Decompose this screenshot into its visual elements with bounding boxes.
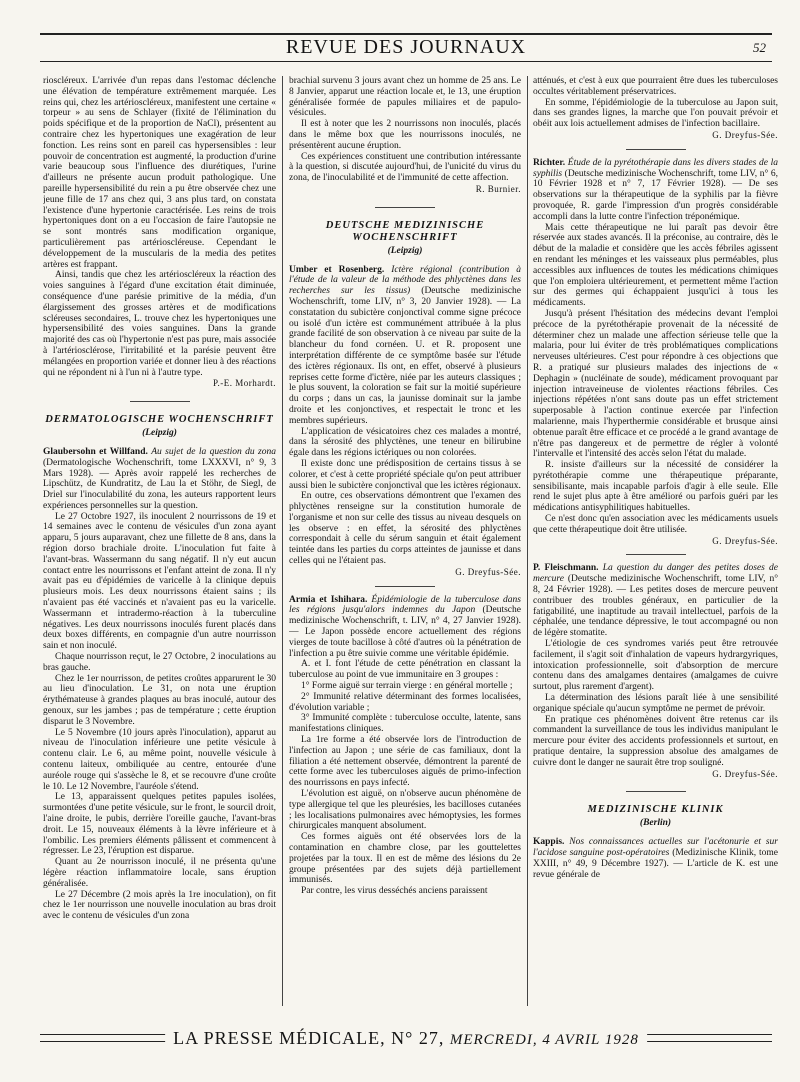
paragraph: Le 13, apparaissent quelques petites papules isolées, surmontées d'une petite vésicule, sur le front, le sourcil droit, l'aine droite, le pubis, derrière l'oreille gauche, l'avant-bras droit. Le 15, nouveaux éléments à la lèvre inférieure et à l'ombilic. Les premiers éléments pâlissent et commencent à régresser. Le 23, l'éruption est disparue. [43, 792, 276, 857]
journal-section-heading: MEDIZINISCHE KLINIK [587, 804, 724, 816]
journal-city: (Leipzig) [142, 428, 177, 439]
signature: P.-E. Morhardt. [213, 378, 276, 389]
header-title: REVUE DES JOURNAUX [285, 36, 527, 58]
column-3 [533, 76, 778, 1006]
column-divider [527, 76, 528, 1006]
separator-rule [626, 554, 686, 555]
article-columns [43, 76, 778, 1006]
paragraph: Chez le 1er nourrisson, de petites croûtes apparurent le 30 au lieu d'inoculation. Le 31, on nota une éruption érythémateuse à grandes plaques au bras inoculé, autour des genoux, sur les jambes ; pas de température ; cette éruption disparut le 3 Novembre. [43, 673, 276, 727]
paragraph: L'évolution est aiguë, on n'observe aucun phénomène de type allergique tel que les pleurésies, les bacilloses cutanées ; les localisations pulmonaires avec hémoptysies, les formes chirurgicales manquent absolument. [289, 789, 521, 832]
signature: G. Dreyfus-Sée. [455, 566, 521, 577]
page-number: 52 [753, 40, 766, 55]
signature: R. Burnier. [475, 183, 521, 194]
separator-rule [626, 149, 686, 150]
journal-city: (Berlin) [639, 818, 672, 829]
paragraph: R. insiste d'ailleurs sur la nécessité de considérer la pyrétothérapie comme une thérapeutique préparante, sensibilisante, mais incapable parfois d'agir à elle seule. Elle rend le sujet plus apte à être amélioré ou parfois guéri par les médications antisyphilitiques habituelles. [533, 460, 778, 514]
paragraph: Par contre, les virus desséchés anciens paraissent [301, 886, 488, 897]
article-title: Épidémiologie de la tuberculose dans les régions jusqu'alors indemnes du Japon [289, 594, 521, 616]
article-reference: (Dermatologische Wochenschrift, tome LXXXVI, n° 9, 3 Mars 1928). — Après avoir rappelé les recherches de Lipschütz, de Kundratitz, de Lau la et Stöhr, de Siegl, de Driel sur l'inoculabilité du zona, les auteurs rapportent leurs expériences personnelles sur la question. [43, 457, 276, 511]
article-authors: Umber et Rosenberg. [289, 264, 392, 275]
separator-rule [375, 207, 435, 208]
signature: G. Dreyfus-Sée. [712, 768, 778, 779]
paragraph: 2° Immunité relative déterminant des formes localisées, d'évolution variable ; [289, 691, 521, 713]
article-title: Nos connaissances actuelles sur l'acétonurie et sur l'acidose sanguine post-opératoires [533, 837, 778, 858]
article-entry [43, 447, 276, 512]
paragraph: La 1re forme a été observée lors de l'introduction de l'infection au Japon ; une série de cas familiaux, dont la filiation a été nettement observée, démontrent la parenté de cette forme avec les tuberculoses aiguës de primo-infection des nourrissons en pays infecté. [289, 735, 521, 789]
separator-rule [626, 791, 686, 792]
paragraph: L'application de vésicatoires chez ces malades a montré, dans la sérosité des phlyctènes, une teneur en bilirubine égale dans les régions ictériques ou non colorées. [289, 426, 521, 459]
paragraph: La détermination des lésions paraît liée à une sensibilité organique spéciale qu'aucun symptôme ne permet de prévoir. [533, 693, 778, 714]
article-reference: (Deutsche medizinische Wochenschrift, tome LIV, n° 3, 20 Janvier 1928). — La constatation du subictère conjonctival comme signe précoce ou isolé d'un ictère est communément attribuée à la plus grande facilité de son observation à ce niveau par suite de la blancheur du fond cornéen. U. et R. proposent une interprétation différente de ce symptôme basée sur l'étude des ictères régionaux. Ils ont, en effet, observé à plusieurs reprises cette forme d'ictère, niée par les auteurs classiques ; le plus souvent, la coloration se fait sur la moitié supérieure du corps ; dans un cas, la jaunisse dominait sur la jambe droite et les conjonctives, et respectait le tronc et les membres supérieurs. [289, 286, 521, 426]
article-entry [533, 158, 778, 223]
journal-city: (Leipzig) [387, 245, 423, 256]
paragraph: brachial survenu 3 jours avant chez un homme de 25 ans. Le 8 Janvier, apparut une réaction locale et, le 13, une éruption généralisée formée de papules miliaires et de papulo-vésicules. [289, 76, 521, 119]
paragraph: Le 5 Novembre (10 jours après l'inoculation), apparut au niveau de l'inoculation inférieure une petite vésicule à contenu clair. Le 6, au même point, nouvelle vésicule à contenu laiteux, ombiliquée au centre, entourée d'une auréole rouge qui s'assèche le 8, et se recouvre d'une croûte le 10. Le 12 Novembre, l'auréole s'étend. [43, 727, 276, 792]
separator-rule [375, 586, 435, 587]
paragraph: L'étiologie de ces syndromes variés peut être retrouvée facilement, il s'agit soit d'inhalation de vapeurs hydrargyriques, intoxication professionnelle, soit d'absorption de mercure contenu dans des amalgames dentaires (amalgames de cuivre surtout, plus rarement d'argent). [533, 639, 778, 693]
article-authors: Armia et Ishihara. [289, 594, 372, 605]
paragraph: Il existe donc une prédisposition de certains tissus à se colorer, et c'est à cette propriété spéciale qu'on peut attribuer aussi bien le subictère conjonctival que les ictères régionaux. [289, 458, 521, 491]
article-entry [289, 595, 521, 660]
paragraph: Le 27 Décembre (2 mois après la 1re inoculation), on fit chez le 1er nourrisson une nouvelle inoculation au bras droit avec le contenu de vésicules d'un zona [43, 889, 276, 922]
journal-section-heading: DERMATOLOGISCHE WOCHENSCHRIFT [45, 414, 274, 426]
separator-rule [130, 401, 190, 402]
signature: G. Dreyfus-Sée. [712, 129, 778, 140]
article-authors: Kappis. [533, 837, 570, 848]
article-authors: Richter. [533, 157, 568, 168]
column-2 [289, 76, 521, 1006]
signature: G. Dreyfus-Sée. [712, 535, 778, 546]
article-entry [289, 265, 521, 427]
article-title: La question du danger des petites doses de mercure [533, 563, 778, 585]
paragraph: Jusqu'à présent l'hésitation des médecins devant l'emploi précoce de la pyrétothérapie provenait de la nécessité de déterminer chez un malade une affection sérieuse telle que la malaria, pour lui éviter de très problématiques complications nerveuses ultérieures. C'est pour répondre à ces objections que R. a pratiqué sur plusieurs malades des injections de « Dephagin » (nucléinate de soude), médicament provoquant par injection intraveineuse de violentes réactions fébriles. Ces injections répétées n'ont sans doute pas un effet strictement superposable à l'action continue exercée par l'infection malarienne, mais l'hyperthermie considérable et brusque ainsi obtenue paraît être efficace et ce procédé a le grand avantage de n'être pas dangereux et de permettre de régler à volonté l'intervalle et l'intensité des accès selon l'état du malade. [533, 308, 778, 460]
article-reference: (Medizinische Klinik, tome XXIII, n° 49, 9 Décembre 1927). — L'article de K. est une revue générale de [533, 848, 778, 880]
article-title: Au sujet de la question du zona [151, 446, 276, 457]
paragraph: Ces formes aiguës ont été observées lors de la contamination en chambre close, par les gouttelettes projetées par la toux. Il en est de même des lésions du 2e groupe présentées par des sujets déjà partiellement immunisés. [289, 832, 521, 886]
paragraph: Il est à noter que les 2 nourrissons non inoculés, placés dans le même box que les nourrissons inoculés, ne présentèrent aucune éruption. [289, 119, 521, 151]
paragraph: En outre, ces observations démontrent que l'examen des phlyctènes renseigne sur la constitution humorale de l'organisme et non sur celle des tissus au niveau desquels on les observe : en effet, la sérosité des phlyctènes correspondait à celle du sérum sanguin et était également teintée dans les parties du corps atteintes de jaunisse et dans celles qui ne l'étaient pas. [289, 491, 521, 567]
article-reference: (Deutsche medizinische Wochenschrift, t. LIV, n° 4, 27 Janvier 1928). — Le Japon possède encore actuellement des régions vierges de toute bacillose à côté d'autres où la pénétration de l'infection a pu être suivie comme une véritable épidémie. [289, 605, 521, 659]
paragraph: Quant au 2e nourrisson inoculé, il ne présenta qu'une légère réaction inflammatoire locale, sans éruption généralisée. [43, 857, 276, 889]
paragraph: rioscléreux. L'arrivée d'un repas dans l'estomac déclenche une élévation de température extrêmement marquée. Les reins qui, chez les artérioscléreux, manifestent une certaine « torpeur » au sens de Schlayer (fixité de l'élimination du poids spécifique et de la proportion de NaCl), présentent au contraire chez les hypertoniques une exagération de leur fonction. Les reins sont en pareil cas hypersensibles : leur pouvoir de concentration est augmenté, la production d'urine varie beaucoup sous l'influence des diurétiques, l'urine d'ailleurs ne présente aucun produit pathologique. Une pareille hypersensibilité du rein a pu être observée chez une jeune fille de 17 ans chez qui, 3 ans plus tard, on constata l'existence d'une hypertonie caractérisée. Les reins de trois hypertoniques dont on a eu l'occasion de faire l'autopsie ne se sont montrés sans modification organique, particulièrement pas artérioscléreuse. Cependant le développement de la muscularis de la media des petites artères est frappant. [43, 76, 276, 270]
paragraph: 3° Immunité complète : tuberculose occulte, latente, sans manifestations cliniques. [289, 713, 521, 735]
paragraph: En somme, l'épidémiologie de la tuberculose au Japon suit, dans ses grandes lignes, la marche que l'on pouvait prévoir et obéit aux lois actuellement admises de l'infection bacillaire. [533, 97, 778, 130]
paragraph: Ce n'est donc qu'en association avec les médicaments usuels que cette thérapeutique doit être utilisée. [533, 514, 778, 535]
article-title: Ictère régional (contribution à l'étude de la valeur de la méthode des phlyctènes dans les recherches sur les tissus) [289, 264, 521, 297]
footer-line [165, 1028, 647, 1049]
article-title: Étude de la pyrétothérapie dans les divers stades de la syphilis [533, 157, 778, 179]
article-reference: (Deutsche medizinische Wochenschrift, tome LIV, n° 8, 24 Février 1928). — Les petites doses de mercure peuvent contribuer des troubles généraux, en particulier de la fatigabilité, une inaptitude au travail intellectuel, parfois de la céphalée, une tendance dépressive, le tout accompagné ou non de légère stomatite. [533, 574, 778, 639]
footer-date: MERCREDI, 4 AVRIL 1928 [449, 1032, 639, 1048]
article-entry [533, 563, 778, 639]
paragraph: En pratique ces phénomènes doivent être retenus car ils commandent la surveillance de tous les individus manipulant le mercure pour éviter des accidents professionnels et surtout, en pratique dentaire, la suppression absolue des amalgames de cuivre dont le danger ne saurait être trop souligné. [533, 714, 778, 768]
page-header [40, 33, 772, 62]
page-footer [40, 1028, 772, 1054]
paragraph: Chaque nourrisson reçut, le 27 Octobre, 2 inoculations au bras gauche. [43, 652, 276, 673]
column-1 [43, 76, 276, 1006]
article-entry [533, 837, 778, 880]
paragraph: Le 27 Octobre 1927, ils inoculent 2 nourrissons de 19 et 14 semaines avec le contenu de vésicules d'un zona ayant apparu, 5 jours auparavant, chez une fillette de 8 ans, dans la région dorso brachiale droite. L'inoculation fut faite à l'avant-bras. Wassermann du sang négatif. Il n'y eut aucun contact entre les nourrissons et l'enfant atteint de zona. Il n'y avait pas eu d'épidémies de varicelle à la clinique depuis plusieurs mois. Les deux nourrissons étaient sains ; ils n'avaient pas été vaccinés et n'avaient pas eu la varicelle. Wassermann et intradermo-réaction à la tuberculine négatives. Les deux nourrissons inoculés furent placés dans deux boxes différents, en compagnie d'un autre nourrisson sain et non inoculé. [43, 511, 276, 652]
column-divider [282, 76, 283, 1006]
paragraph: Ces expériences constituent une contribution intéressante à la question, si discutée aujourd'hui, de l'unicité du virus du zona, de l'inoculabilité et de l'immunité de cette affection. [289, 151, 521, 184]
article-reference: (Deutsche medizinische Wochenschrift, tome LIV, n° 6, 10 Février 1928 et n° 7, 17 Février 1928). — De ses observations sur la thérapeutique de la syphilis par la fièvre provoquée, R. garde l'impression d'un progrès considérable accompli dans la lutte contre l'infection tréponémique. [533, 168, 778, 222]
footer-journal: LA PRESSE MÉDICALE, N° 27, [173, 1028, 445, 1048]
paragraph: Ainsi, tandis que chez les artérioscléreux la réaction des voies sanguines à l'égard d'une excitation était diminuée, conséquence d'une parésie primitive de la média, d'un élargissement des grosses artères et de modifications scléreuses secondaires, L. trouve chez les hypertoniques une hypersensibilité des voies sanguines. Dans la grande majorité des cas où l'hypertonie n'est pas pure, mais associée à l'artériosclérose, l'irritabilité et la parésie peuvent être mélangées en proportion variée et donner lieu à des réactions qui ne répondent ni à l'un ni à l'autre type. [43, 270, 276, 378]
paragraph: A. et I. font l'étude de cette pénétration en classant la tuberculose au point de vue immunitaire en 3 groupes : [289, 659, 521, 681]
paragraph: 1° Forme aiguë sur terrain vierge : en général mortelle ; [301, 681, 513, 692]
paragraph: Mais cette thérapeutique ne lui paraît pas devoir être réservée aux stades avancés. Il la préconise, au contraire, dès le début de la maladie et considère que les accès fébriles agissent en rendant les méninges et les vaisseaux plus perméables, plus accessibles aux influences de toutes les médications chimiques que l'on emploiera ultérieurement, et permettent même l'action sur des germes qui échappaient jusqu'ici à tous les médicaments. [533, 222, 778, 309]
journal-section-heading: DEUTSCHE MEDIZINISCHE WOCHENSCHRIFT [325, 219, 485, 243]
article-authors: Glaubersohn et Willfand. [43, 446, 152, 457]
paragraph: atténués, et c'est à eux que pourraient être dues les tuberculoses occultes véritablement préservatrices. [533, 76, 778, 97]
article-authors: P. Fleischmann. [533, 563, 603, 574]
